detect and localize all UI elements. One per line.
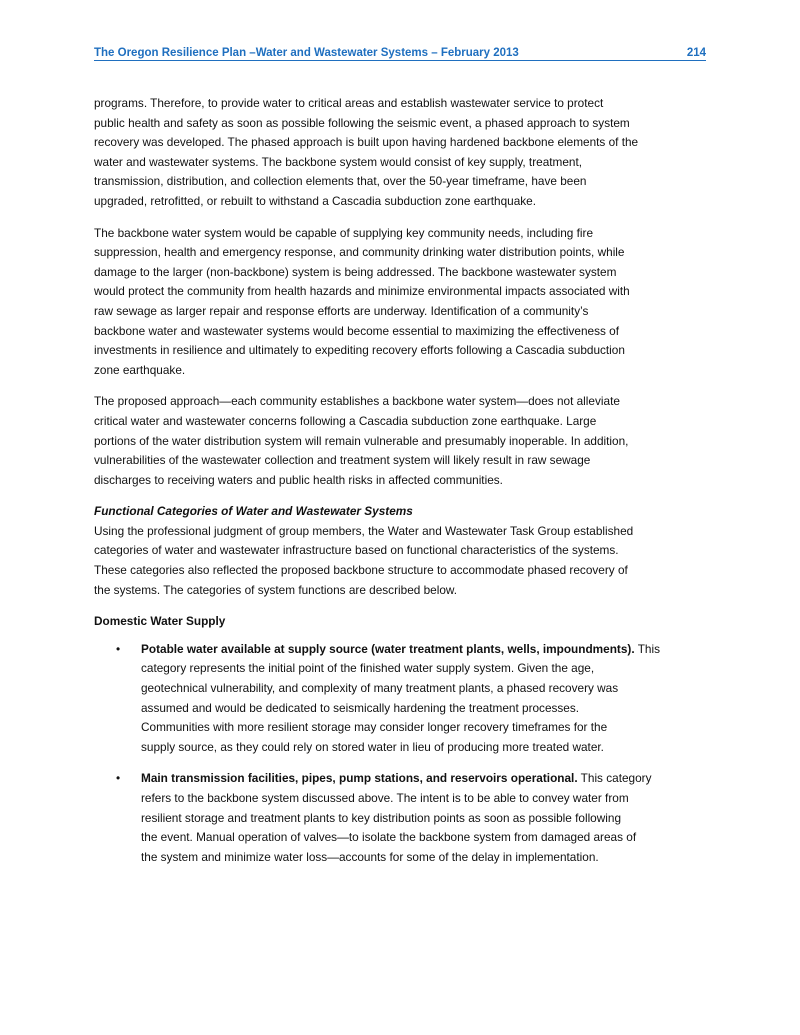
text-line: would protect the community from health hazards and minimize environmental impacts associated with [94, 284, 630, 299]
text-line: transmission, distribution, and collection elements that, over the 50-year timeframe, have been [94, 174, 587, 189]
bullet-title: Potable water available at supply source (water treatment plants, wells, impoundments). [141, 641, 635, 656]
page-number: 214 [686, 47, 706, 59]
text-line: recovery was developed. The phased approach is built upon having hardened backbone elements of the [94, 135, 639, 150]
bullet-text: This category [577, 771, 652, 786]
text-line: category represents the initial point of the finished water supply system. Given the age, [141, 661, 595, 676]
text-line: vulnerabilities of the wastewater collection and treatment system will likely result in raw sewage [94, 453, 591, 468]
text-line: the systems. The categories of system functions are described below. [94, 582, 458, 597]
bullet-icon: • [116, 641, 121, 656]
bullet-first-line [141, 640, 714, 660]
bullet-item [94, 640, 714, 758]
text-line: programs. Therefore, to provide water to critical areas and establish wastewater service to protect [94, 96, 604, 110]
paragraph [94, 94, 714, 212]
text-line: categories of water and wastewater infrastructure based on functional characteristics of the systems. [94, 543, 619, 558]
bullet-item [94, 769, 714, 867]
text-line: refers to the backbone system discussed above. The intent is to be able to convey water from [141, 791, 629, 805]
text-line: public health and safety as soon as possible following the seismic event, a phased approach to system [94, 115, 630, 130]
text-line: geotechnical vulnerability, and complexity of many treatment plants, a phased recovery was [141, 681, 619, 696]
text-line: portions of the water distribution system will remain vulnerable and presumably inoperable. In addition, [94, 433, 629, 448]
text-line: upgraded, retrofitted, or rebuilt to withstand a Cascadia subduction zone earthquake. [94, 193, 537, 208]
text-line: the system and minimize water loss—accounts for some of the delay in implementation. [141, 849, 599, 864]
text-line: suppression, health and emergency response, and community drinking water distribution points, while [94, 245, 625, 260]
text-line: zone earthquake. [94, 362, 186, 377]
text-line: supply source, as they could rely on stored water in lieu of producing more treated water. [141, 739, 604, 754]
text-line: water and wastewater systems. The backbone system would consist of key supply, treatment, [94, 154, 583, 169]
text-line: Communities with more resilient storage may consider longer recovery timeframes for the [141, 720, 608, 735]
text-line: investments in resilience and ultimately to expediting recovery efforts following a Cascadia subduction [94, 343, 625, 358]
subheading: Domestic Water Supply [94, 614, 226, 629]
text-line: the event. Manual operation of valves—to isolate the backbone system from damaged areas of [141, 830, 637, 845]
text-line: resilient storage and treatment plants to key distribution points as soon as possible following [141, 810, 622, 825]
text-line: backbone water and wastewater systems would become essential to maximizing the effectiveness of [94, 323, 620, 338]
section-paragraph [94, 522, 714, 600]
text-line: damage to the larger (non-backbone) system is being addressed. The backbone wastewater system [94, 264, 617, 279]
text-line: discharges to receiving waters and public health risks in affected communities. [94, 472, 503, 487]
running-header [94, 47, 706, 61]
bullet-first-line [141, 769, 714, 789]
paragraph [94, 392, 714, 490]
bullet-title: Main transmission facilities, pipes, pump stations, and reservoirs operational. [141, 771, 578, 786]
text-line: raw sewage as larger repair and response efforts are underway. Identification of a community’s [94, 303, 589, 318]
bullet-icon: • [116, 771, 121, 786]
paragraph [94, 224, 714, 381]
section-heading: Functional Categories of Water and Wastewater Systems [94, 504, 413, 519]
bullet-text: This [634, 641, 660, 656]
text-line: Using the professional judgment of group members, the Water and Wastewater Task Group established [94, 523, 634, 538]
text-line: critical water and wastewater concerns following a Cascadia subduction zone earthquake. Large [94, 413, 597, 428]
header-title: The Oregon Resilience Plan –Water and Wastewater Systems – February 2013 [94, 47, 519, 59]
text-line: The proposed approach—each community establishes a backbone water system—does not alleviate [94, 394, 620, 409]
document-body [94, 94, 714, 879]
text-line: These categories also reflected the proposed backbone structure to accommodate phased recovery of [94, 563, 628, 578]
text-line: The backbone water system would be capable of supplying key community needs, including fire [94, 225, 594, 240]
text-line: assumed and would be dedicated to seismically hardening the treatment processes. [141, 700, 580, 715]
